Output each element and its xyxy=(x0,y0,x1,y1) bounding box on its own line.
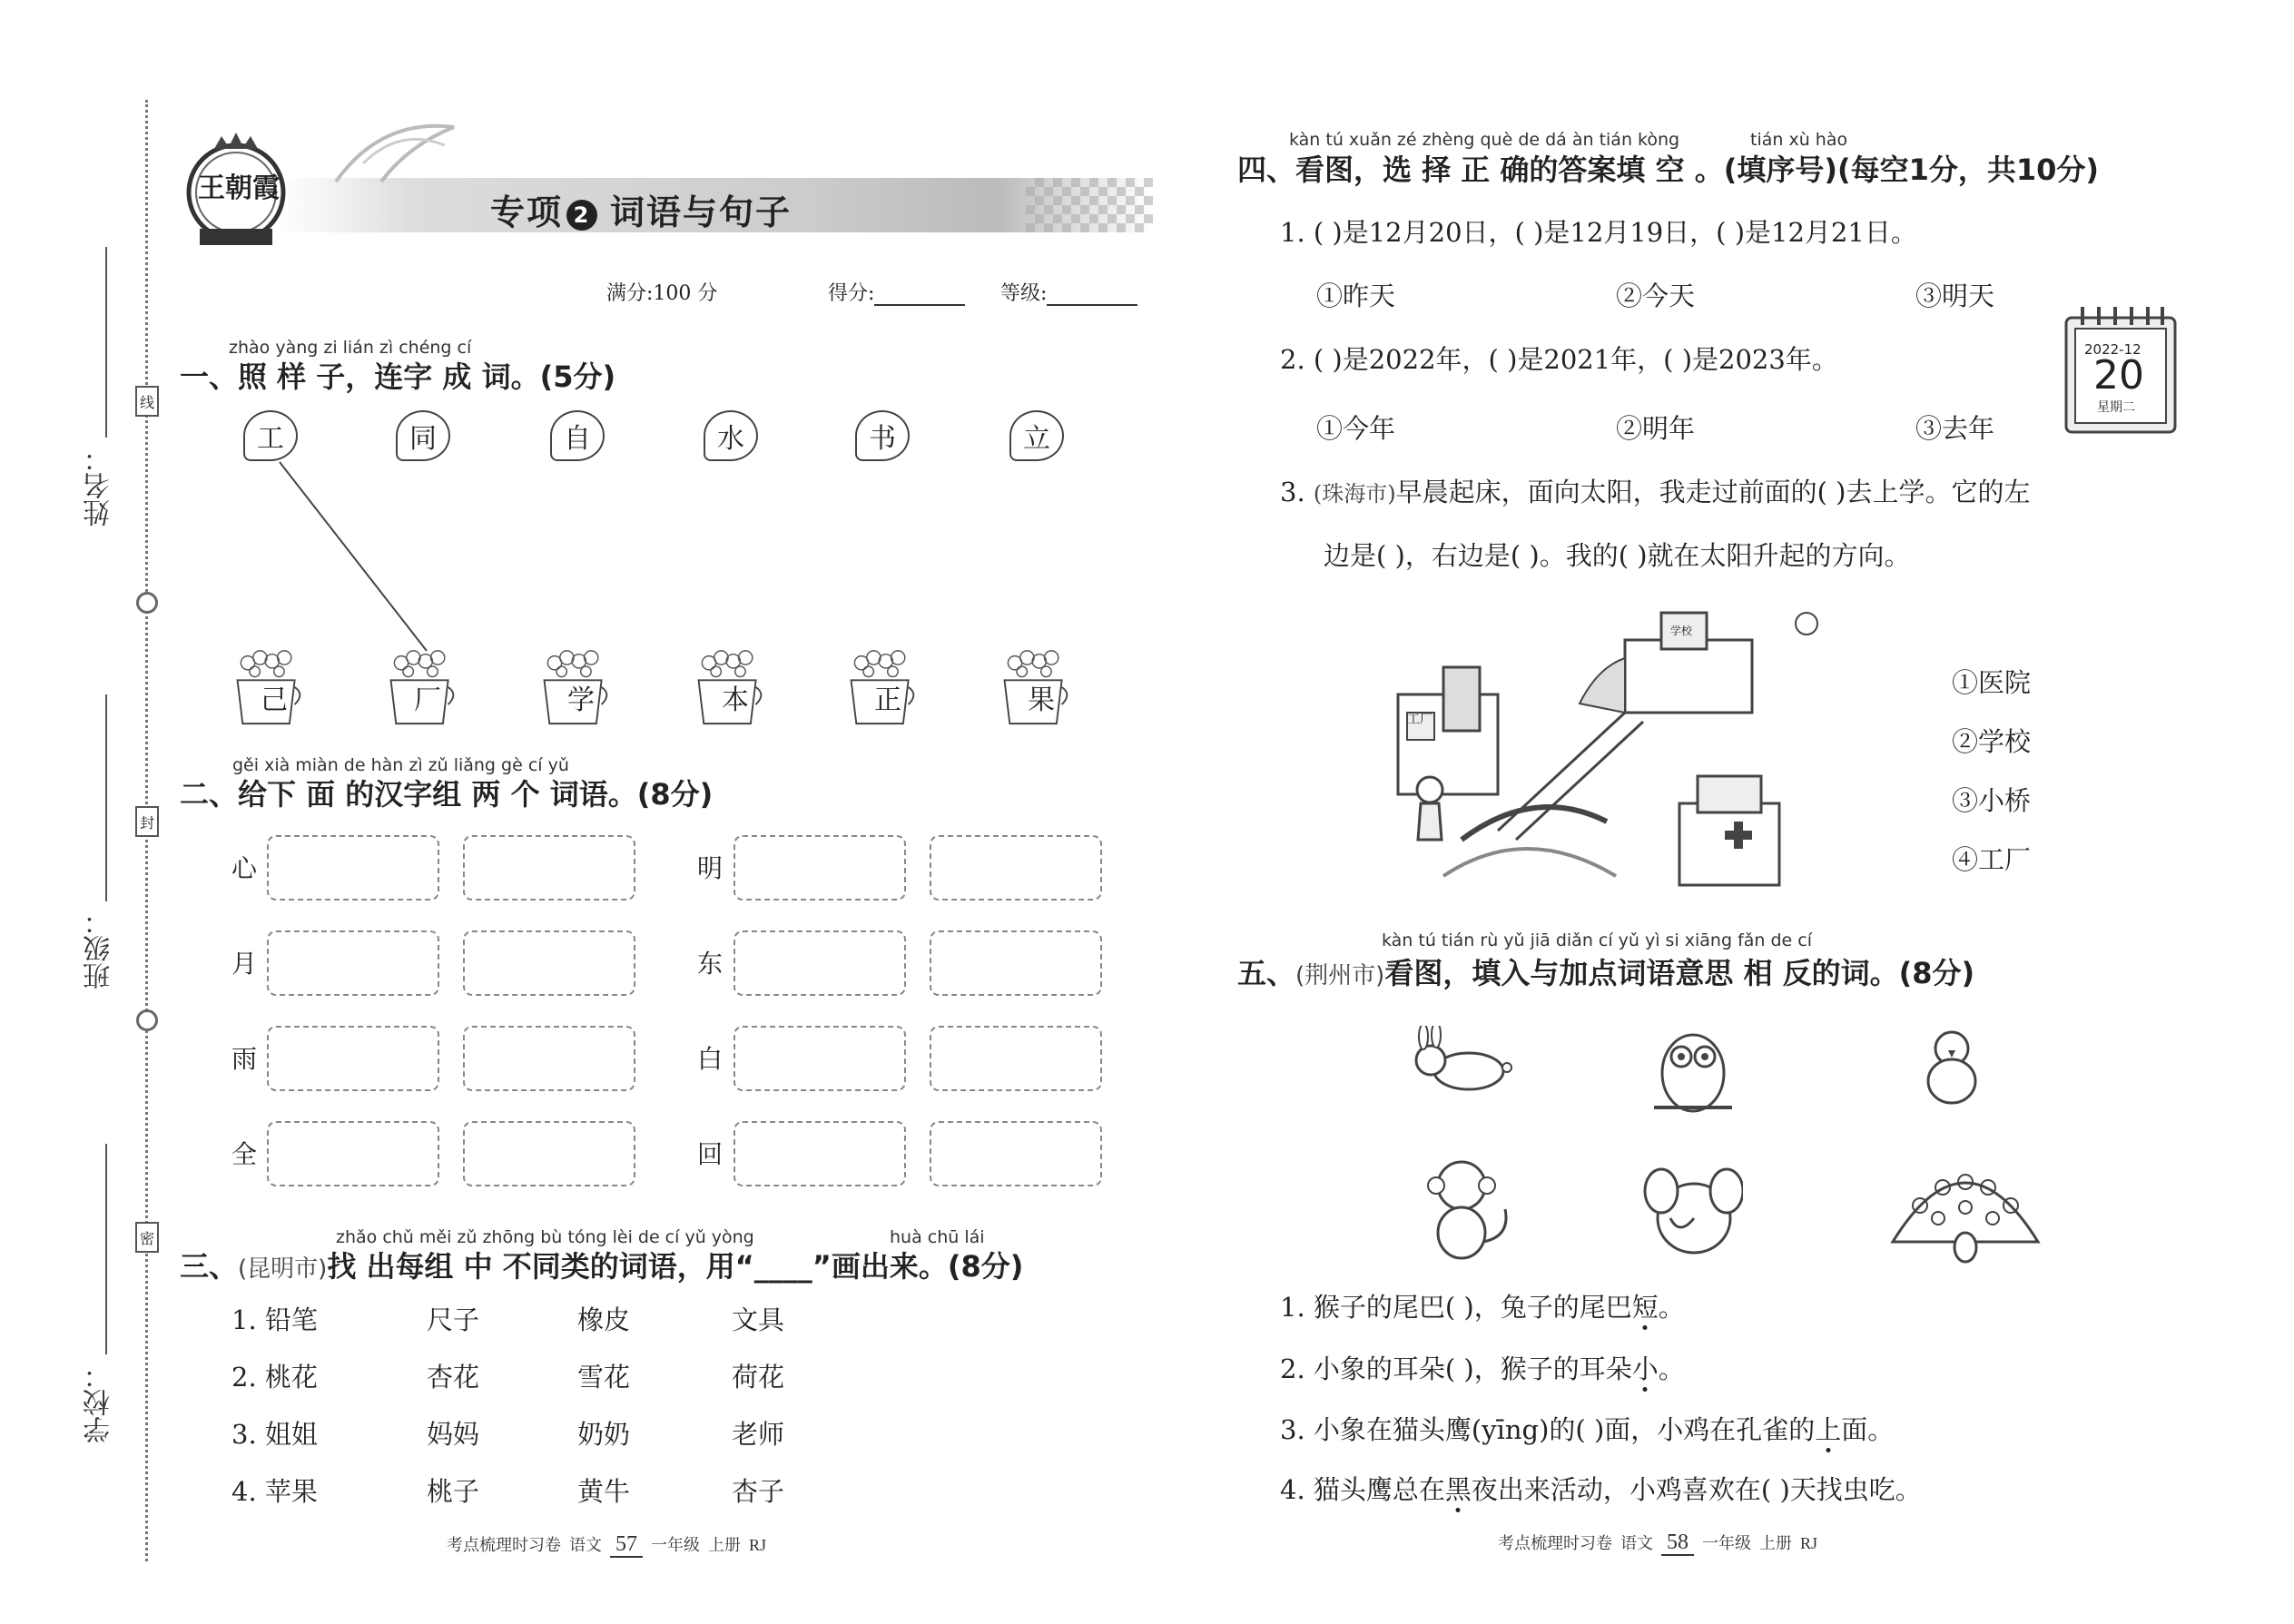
footer-subject: 语文 xyxy=(1620,1534,1653,1552)
section3-blank: ____ xyxy=(753,1249,812,1284)
section5-number: 五、 xyxy=(1237,956,1296,990)
title-prefix: 专项 xyxy=(490,192,564,232)
option[interactable]: ①今年 xyxy=(1316,413,1396,444)
word-char: 雨 xyxy=(231,1044,258,1074)
bottom-char[interactable]: 己 xyxy=(261,684,288,716)
q3-city: (珠海市) xyxy=(1313,481,1396,507)
option[interactable]: ③去年 xyxy=(1915,413,1995,444)
question-4-3 xyxy=(1280,472,2030,509)
word-cell[interactable]: 杏花 xyxy=(427,1362,480,1393)
score-input[interactable] xyxy=(874,284,965,306)
word-char: 回 xyxy=(697,1139,724,1169)
school-label: 学校： xyxy=(84,1362,115,1443)
section3-end: ”画出来。(8分) xyxy=(812,1249,1024,1284)
monkey-image xyxy=(1416,1155,1516,1264)
section5-text: 看图，填入与加点词语意思 相 反的词。(8分) xyxy=(1384,956,1975,990)
footer-volume: 上册 xyxy=(708,1536,741,1554)
answer-box[interactable] xyxy=(733,1121,906,1186)
rabbit-image xyxy=(1398,1026,1516,1098)
answer-box[interactable] xyxy=(267,835,439,901)
q3-line1: 早晨起床，面向太阳，我走过前面的( )去上学。它的左 xyxy=(1395,477,2031,507)
map-illustration xyxy=(1389,604,1825,894)
brand-name: 王朝霞 xyxy=(198,172,280,204)
calendar-weekday: 星期二 xyxy=(2097,400,2135,415)
top-char-bubble[interactable]: 立 xyxy=(1009,410,1064,461)
section4-pinyin-2: tián xù hào xyxy=(1750,130,1848,150)
word-cell[interactable]: 杏子 xyxy=(732,1476,785,1507)
q5-4-dotted-word: 黑 xyxy=(1444,1474,1472,1505)
word-cell[interactable]: 橡皮 xyxy=(577,1304,631,1335)
top-char-bubble[interactable]: 书 xyxy=(855,410,910,461)
owl-image xyxy=(1652,1019,1734,1118)
section2-heading: 二、给下 面 的汉字组 两 个 词语。(8分) xyxy=(180,777,714,812)
q5-1-dotted-word: 短 xyxy=(1631,1292,1659,1323)
elephant-image xyxy=(1643,1155,1743,1264)
q3-number: 3. xyxy=(1280,477,1314,507)
answer-box[interactable] xyxy=(463,1026,635,1091)
section3-heading xyxy=(180,1244,1023,1285)
q5-3-end: 面。 xyxy=(1841,1414,1895,1445)
question-4-3-line2: 边是( )，右边是( )。我的( )就在太阳升起的方向。 xyxy=(1324,540,1911,571)
section3-pinyin: zhǎo chǔ měi zǔ zhōng bù tóng lèi de cí yǔ yòng xyxy=(336,1227,754,1247)
answer-box[interactable] xyxy=(733,930,906,996)
question-5-1 xyxy=(1280,1287,1685,1324)
answer-box[interactable] xyxy=(930,930,1102,996)
word-char: 白 xyxy=(697,1044,724,1074)
binding-hole xyxy=(136,1009,158,1031)
word-char: 明 xyxy=(697,853,724,883)
bottom-char[interactable]: 厂 xyxy=(414,684,441,716)
chick-image xyxy=(1915,1021,1988,1112)
word-cell[interactable]: 1. 铅笔 xyxy=(231,1304,318,1335)
option[interactable]: ③小桥 xyxy=(1952,785,2032,816)
option[interactable]: ④工厂 xyxy=(1952,844,2032,875)
example-connect-line xyxy=(272,458,436,658)
footer-grade: 一年级 xyxy=(1702,1534,1751,1552)
page-title xyxy=(490,184,792,234)
q5-2-end: 。 xyxy=(1658,1353,1685,1384)
question-5-3 xyxy=(1280,1410,1894,1447)
question-5-2 xyxy=(1280,1349,1685,1386)
q5-4-end: 夜出来活动，小鸡喜欢在( )天找虫吃。 xyxy=(1471,1474,1922,1505)
grade-input[interactable] xyxy=(1047,284,1137,306)
option[interactable]: ②今天 xyxy=(1616,281,1696,311)
score-label: 得分: xyxy=(828,282,875,305)
seal-mark-seal: 封 xyxy=(135,806,159,837)
section3-text: 找 出每组 中 不同类的词语，用“ xyxy=(327,1249,754,1284)
section1-heading: 一、照 样 子，连字 成 词。(5分) xyxy=(180,359,616,394)
q5-4-text: 4. 猫头鹰总在 xyxy=(1280,1474,1445,1505)
footer-volume: 上册 xyxy=(1759,1534,1792,1552)
peacock-image xyxy=(1884,1160,2047,1265)
answer-box[interactable] xyxy=(267,1026,439,1091)
top-char-bubble[interactable]: 工 xyxy=(243,410,298,461)
word-char: 全 xyxy=(231,1139,258,1169)
q5-3-text: 3. 小象在猫头鹰(yīng)的( )面，小鸡在孔雀的 xyxy=(1280,1414,1816,1445)
bottom-char[interactable]: 学 xyxy=(567,684,595,716)
word-cell[interactable]: 奶奶 xyxy=(577,1419,631,1450)
footer-book: 考点梳理时习卷 xyxy=(447,1536,561,1554)
answer-box[interactable] xyxy=(463,835,635,901)
option[interactable]: ①昨天 xyxy=(1316,281,1396,311)
answer-box[interactable] xyxy=(733,1026,906,1091)
banner-pattern xyxy=(1026,178,1153,232)
title-text: 词语与句子 xyxy=(610,192,793,232)
seal-mark-secret: 密 xyxy=(135,1222,159,1253)
option[interactable]: ②明年 xyxy=(1616,413,1696,444)
class-field[interactable] xyxy=(105,694,107,901)
q5-2-dotted-word: 小 xyxy=(1631,1353,1659,1384)
word-cell[interactable]: 妈妈 xyxy=(427,1419,480,1450)
school-sign: 学校 xyxy=(1670,625,1693,637)
word-cell[interactable]: 3. 姐姐 xyxy=(231,1419,318,1450)
answer-box[interactable] xyxy=(930,1026,1102,1091)
bottom-char[interactable]: 正 xyxy=(874,684,901,716)
answer-box[interactable] xyxy=(463,930,635,996)
question-4-1: 1. ( )是12月20日，( )是12月19日，( )是12月21日。 xyxy=(1280,217,1917,248)
score-field xyxy=(828,278,965,306)
name-field[interactable] xyxy=(105,247,107,438)
answer-box[interactable] xyxy=(267,930,439,996)
q5-3-dotted-word: 上 xyxy=(1815,1414,1842,1445)
answer-box[interactable] xyxy=(930,1121,1102,1186)
section5-heading xyxy=(1237,950,1974,992)
ribbon-decoration xyxy=(327,109,463,191)
word-char: 月 xyxy=(231,949,258,979)
word-cell[interactable]: 尺子 xyxy=(427,1304,480,1335)
q5-1-end: 。 xyxy=(1658,1292,1685,1323)
word-cell[interactable]: 雪花 xyxy=(577,1362,631,1393)
binding-hole xyxy=(136,592,158,614)
word-cell[interactable]: 老师 xyxy=(732,1419,785,1450)
option[interactable]: ③明天 xyxy=(1915,281,1995,311)
section5-pinyin: kàn tú tián rù yǔ jiā diǎn cí yǔ yì si xiāng fǎn de cí xyxy=(1382,930,1813,950)
page-number: 57 xyxy=(610,1532,643,1558)
q5-2-text: 2. 小象的耳朵( )，猴子的耳朵 xyxy=(1280,1353,1632,1384)
page-footer-left xyxy=(447,1532,766,1557)
top-char-bubble[interactable]: 同 xyxy=(396,410,450,461)
section1-pinyin: zhào yàng zi lián zì chéng cí xyxy=(229,338,472,358)
school-field[interactable] xyxy=(105,1144,107,1354)
option[interactable]: ②学校 xyxy=(1952,726,2032,757)
top-char-bubble[interactable]: 自 xyxy=(550,410,605,461)
page-footer-right xyxy=(1498,1530,1817,1555)
full-score: 满分:100 分 xyxy=(606,282,718,305)
word-char: 东 xyxy=(697,949,724,979)
section3-pinyin-2: huà chū lái xyxy=(890,1227,985,1247)
footer-edition: RJ xyxy=(1800,1534,1818,1552)
page-number: 58 xyxy=(1661,1530,1694,1556)
word-cell[interactable]: 文具 xyxy=(732,1304,785,1335)
class-label: 班级： xyxy=(84,908,115,989)
bottom-char[interactable]: 果 xyxy=(1028,684,1055,716)
question-4-2: 2. ( )是2022年，( )是2021年，( )是2023年。 xyxy=(1280,344,1838,375)
word-cell[interactable]: 桃子 xyxy=(427,1476,480,1507)
calendar-day: 20 xyxy=(2093,352,2144,399)
word-cell[interactable]: 荷花 xyxy=(732,1362,785,1393)
footer-edition: RJ xyxy=(749,1536,767,1554)
top-char-bubble[interactable]: 水 xyxy=(704,410,758,461)
section4-heading: 四、看图，选 择 正 确的答案填 空 。(填序号)(每空1分，共10分) xyxy=(1237,153,2100,187)
seal-mark-line: 线 xyxy=(135,386,159,417)
calendar-month: 2022-12 xyxy=(2084,341,2141,358)
section5-city: (荆州市) xyxy=(1295,962,1385,989)
section4-pinyin: kàn tú xuǎn zé zhèng què de dá àn tián kòng xyxy=(1289,130,1680,150)
grade-label: 等级: xyxy=(1000,282,1048,305)
q5-1-text: 1. 猴子的尾巴( )，兔子的尾巴 xyxy=(1280,1292,1632,1323)
footer-grade: 一年级 xyxy=(651,1536,700,1554)
grade-field xyxy=(1000,278,1137,306)
answer-box[interactable] xyxy=(930,835,1102,901)
footer-subject: 语文 xyxy=(569,1536,602,1554)
answer-box[interactable] xyxy=(733,835,906,901)
question-5-4 xyxy=(1280,1470,1922,1507)
option[interactable]: ①医院 xyxy=(1952,667,2032,698)
word-cell[interactable]: 黄牛 xyxy=(577,1476,631,1507)
section3-number: 三、 xyxy=(180,1249,239,1284)
answer-box[interactable] xyxy=(463,1121,635,1186)
word-char: 心 xyxy=(231,853,258,883)
answer-box[interactable] xyxy=(267,1121,439,1186)
footer-book: 考点梳理时习卷 xyxy=(1498,1534,1612,1552)
name-label: 姓名： xyxy=(84,445,115,527)
bottom-char[interactable]: 本 xyxy=(722,684,749,716)
factory-sign: 工厂 xyxy=(1407,713,1433,727)
word-cell[interactable]: 2. 桃花 xyxy=(231,1362,318,1393)
word-cell[interactable]: 4. 苹果 xyxy=(231,1476,318,1507)
section3-city: (昆明市) xyxy=(238,1255,328,1283)
section2-pinyin: gěi xià miàn de hàn zì zǔ liǎng gè cí yǔ xyxy=(232,755,569,775)
title-number: 2 xyxy=(566,200,597,231)
